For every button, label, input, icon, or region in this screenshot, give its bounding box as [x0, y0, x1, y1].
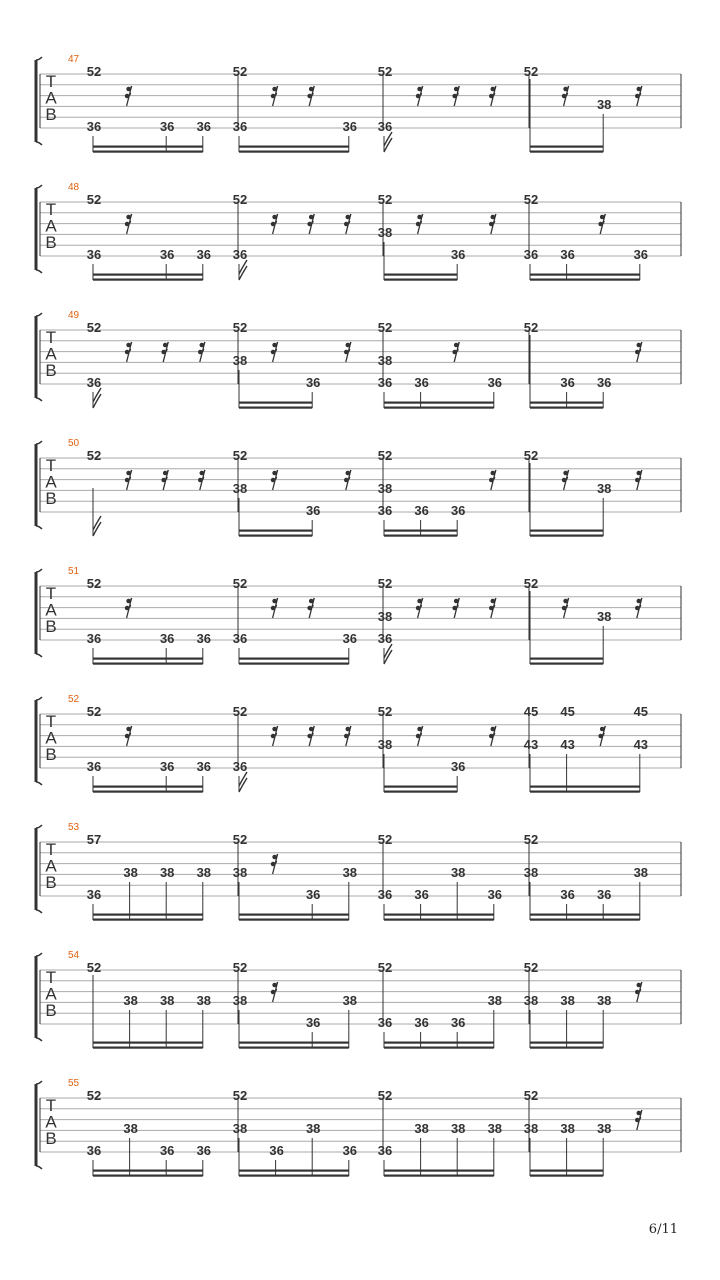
tab-clef-letter: B [45, 361, 57, 380]
fret-number: 36 [560, 887, 575, 902]
fret-number: 52 [523, 64, 539, 79]
tab-clef-letter: B [45, 617, 57, 636]
measure-number: 55 [68, 1078, 80, 1089]
beam [239, 402, 312, 404]
tab-clef-letter: A [45, 216, 57, 236]
beam [530, 1170, 603, 1172]
beam [530, 535, 603, 537]
bracket-top-hook [36, 57, 42, 60]
beam [530, 919, 640, 921]
bracket-bottom-hook [36, 782, 42, 785]
fret-number: 36 [196, 247, 212, 262]
tab-clef-letter: B [45, 233, 57, 252]
beam [384, 1175, 494, 1177]
beam [384, 530, 457, 532]
bracket-bottom-hook [36, 526, 42, 529]
tab-clef-letter: T [45, 712, 57, 731]
fret-number: 38 [377, 737, 393, 752]
bracket-bottom-hook [36, 1166, 42, 1169]
fret-number: 52 [377, 704, 393, 719]
fret-number: 52 [377, 960, 393, 975]
fret-number: 52 [523, 192, 539, 207]
beam [239, 530, 312, 532]
fret-number: 52 [523, 1088, 539, 1103]
fret-number: 36 [377, 375, 393, 390]
measure-number: 47 [68, 54, 80, 65]
fret-number: 36 [86, 631, 102, 646]
fret-number: 52 [523, 576, 539, 591]
fret-number: 36 [596, 375, 612, 390]
fret-number: 38 [377, 225, 393, 240]
beam [384, 407, 494, 409]
bracket-top-hook [36, 697, 42, 700]
fret-number: 52 [232, 1088, 248, 1103]
fret-number: 36 [560, 375, 575, 390]
fret-number: 36 [377, 631, 393, 646]
fret-number: 52 [86, 1088, 102, 1103]
fret-number: 38 [450, 1121, 466, 1136]
measure-number: 48 [68, 182, 80, 193]
fret-number: 38 [560, 993, 575, 1008]
beam [239, 663, 349, 665]
beam [93, 1042, 203, 1044]
fret-number: 36 [86, 1143, 102, 1158]
fret-number: 36 [633, 247, 649, 262]
fret-number: 38 [232, 1121, 248, 1136]
fret-number: 36 [86, 887, 102, 902]
fret-number: 36 [342, 631, 358, 646]
beam [93, 1170, 203, 1172]
beam [530, 1042, 603, 1044]
fret-number: 36 [414, 503, 429, 518]
staff-system-47 [36, 54, 681, 153]
fret-number: 36 [159, 1143, 175, 1158]
fret-number: 36 [159, 119, 175, 134]
beam [93, 658, 203, 660]
staff-system-55 [36, 1078, 681, 1177]
fret-number: 52 [232, 704, 248, 719]
beam [384, 279, 457, 281]
staff-system-50 [36, 438, 681, 537]
staff-system-52 [36, 694, 681, 793]
tab-clef-letter: A [45, 88, 57, 108]
beam [239, 151, 349, 153]
fret-number: 36 [196, 631, 212, 646]
fret-number: 38 [523, 865, 539, 880]
fret-number: 38 [560, 1121, 575, 1136]
staff-system-51 [36, 566, 681, 665]
fret-number: 36 [86, 119, 102, 134]
fret-number: 36 [450, 503, 466, 518]
beam [93, 786, 203, 788]
fret-number: 38 [487, 993, 503, 1008]
tab-clef-letter: T [45, 968, 57, 987]
tab-clef-letter: B [45, 1129, 57, 1148]
tab-clef-letter: T [45, 456, 57, 475]
tab-clef-letter: A [45, 600, 57, 620]
fret-number: 38 [342, 865, 358, 880]
fret-number: 38 [232, 865, 248, 880]
fret-number: 36 [86, 375, 102, 390]
fret-number: 52 [523, 832, 539, 847]
beam [530, 1047, 603, 1049]
fret-number: 38 [159, 865, 175, 880]
tab-clef-letter: A [45, 472, 57, 492]
tab-clef-letter: B [45, 745, 57, 764]
fret-number: 36 [269, 1143, 284, 1158]
beam [239, 1175, 349, 1177]
fret-number: 52 [377, 320, 393, 335]
tab-clef-letter: B [45, 1001, 57, 1020]
fret-number: 38 [414, 1121, 429, 1136]
fret-number: 52 [523, 320, 539, 335]
fret-number: 52 [523, 960, 539, 975]
tab-clef-letter: B [45, 873, 57, 892]
fret-number: 52 [523, 448, 539, 463]
staff-system-54 [36, 950, 681, 1049]
fret-number: 38 [523, 1121, 539, 1136]
fret-number: 36 [596, 887, 612, 902]
beam [384, 919, 494, 921]
fret-number: 36 [450, 247, 466, 262]
beam [384, 1170, 494, 1172]
fret-number: 43 [523, 737, 539, 752]
fret-number: 36 [377, 887, 393, 902]
tab-clef-letter: A [45, 344, 57, 364]
fret-number: 38 [123, 993, 138, 1008]
beam [384, 791, 457, 793]
fret-number: 38 [377, 609, 393, 624]
fret-number: 36 [232, 631, 248, 646]
tab-clef-letter: T [45, 72, 57, 91]
fret-number: 38 [596, 609, 612, 624]
beam [530, 530, 603, 532]
fret-number: 36 [232, 247, 248, 262]
measure-number: 50 [68, 438, 80, 449]
fret-number: 36 [450, 759, 466, 774]
beam [530, 1175, 603, 1177]
fret-number: 38 [596, 97, 612, 112]
fret-number: 45 [560, 704, 575, 719]
beam [93, 791, 203, 793]
fret-number: 36 [487, 887, 503, 902]
beam [239, 1042, 349, 1044]
fret-number: 36 [414, 1015, 429, 1030]
page-number: 6/11 [648, 1222, 678, 1237]
fret-number: 36 [414, 375, 429, 390]
beam [530, 407, 603, 409]
fret-number: 38 [523, 993, 539, 1008]
fret-number: 36 [414, 887, 429, 902]
beam [530, 786, 640, 788]
beam [239, 535, 312, 537]
fret-number: 52 [86, 64, 102, 79]
fret-number: 45 [523, 704, 539, 719]
measure-number: 51 [68, 566, 80, 577]
bracket-top-hook [36, 441, 42, 444]
fret-number: 36 [305, 887, 321, 902]
fret-number: 36 [305, 503, 321, 518]
beam [530, 663, 603, 665]
beam [93, 919, 203, 921]
fret-number: 45 [633, 704, 649, 719]
fret-number: 38 [123, 1121, 138, 1136]
staff-system-53 [36, 822, 681, 921]
beam [93, 146, 203, 148]
fret-number: 38 [596, 481, 612, 496]
tab-clef-letter: A [45, 728, 57, 748]
fret-number: 38 [596, 993, 612, 1008]
fret-number: 36 [196, 119, 212, 134]
bracket-bottom-hook [36, 910, 42, 913]
beam [93, 1175, 203, 1177]
beam [384, 274, 457, 276]
bracket-top-hook [36, 953, 42, 956]
fret-number: 52 [232, 960, 248, 975]
tab-clef-letter: T [45, 584, 57, 603]
fret-number: 38 [123, 865, 138, 880]
bracket-bottom-hook [36, 1038, 42, 1041]
tab-clef-letter: T [45, 328, 57, 347]
beam [530, 791, 640, 793]
fret-number: 36 [196, 1143, 212, 1158]
fret-number: 36 [523, 247, 539, 262]
fret-number: 36 [377, 119, 393, 134]
fret-number: 36 [232, 759, 248, 774]
beam [530, 146, 603, 148]
tab-clef-letter: T [45, 1096, 57, 1115]
fret-number: 52 [86, 192, 102, 207]
staff-system-49 [36, 310, 681, 409]
fret-number: 52 [377, 1088, 393, 1103]
fret-number: 52 [377, 64, 393, 79]
fret-number: 52 [377, 448, 393, 463]
bracket-bottom-hook [36, 398, 42, 401]
beam [239, 914, 349, 916]
fret-number: 38 [342, 993, 358, 1008]
staff-system-48 [36, 182, 681, 281]
fret-number: 38 [596, 1121, 612, 1136]
tab-clef-letter: T [45, 200, 57, 219]
fret-number: 52 [377, 576, 393, 591]
beam [93, 1047, 203, 1049]
beam [239, 1170, 349, 1172]
beam [530, 658, 603, 660]
fret-number: 57 [86, 832, 102, 847]
fret-number: 52 [86, 320, 102, 335]
fret-number: 36 [377, 503, 393, 518]
beam [384, 402, 494, 404]
beam [384, 535, 457, 537]
fret-number: 52 [232, 192, 248, 207]
fret-number: 52 [232, 64, 248, 79]
tab-clef-letter: B [45, 489, 57, 508]
bracket-bottom-hook [36, 142, 42, 145]
fret-number: 36 [159, 759, 175, 774]
bracket-bottom-hook [36, 654, 42, 657]
measure-number: 52 [68, 694, 80, 705]
beam [93, 151, 203, 153]
tab-clef-letter: A [45, 1112, 57, 1132]
fret-number: 36 [232, 119, 248, 134]
tab-clef-letter: A [45, 856, 57, 876]
fret-number: 38 [196, 865, 212, 880]
fret-number: 52 [232, 320, 248, 335]
beam [239, 919, 349, 921]
tab-clef-letter: A [45, 984, 57, 1004]
fret-number: 36 [377, 1143, 393, 1158]
measure-number: 49 [68, 310, 80, 321]
beam [384, 1042, 494, 1044]
fret-number: 38 [377, 353, 393, 368]
fret-number: 36 [159, 247, 175, 262]
fret-number: 38 [633, 865, 649, 880]
measure-number: 53 [68, 822, 80, 833]
tab-clef-letter: T [45, 840, 57, 859]
bracket-top-hook [36, 313, 42, 316]
fret-number: 36 [305, 375, 321, 390]
fret-number: 43 [560, 737, 575, 752]
fret-number: 43 [633, 737, 649, 752]
beam [93, 279, 203, 281]
measure-number: 54 [68, 950, 80, 961]
fret-number: 36 [377, 1015, 393, 1030]
fret-number: 36 [342, 119, 358, 134]
bracket-top-hook [36, 185, 42, 188]
beam [530, 402, 603, 404]
beam [530, 274, 640, 276]
fret-number: 36 [159, 631, 175, 646]
beam [93, 914, 203, 916]
fret-number: 52 [232, 448, 248, 463]
fret-number: 38 [305, 1121, 321, 1136]
fret-number: 52 [86, 576, 102, 591]
fret-number: 36 [305, 1015, 321, 1030]
fret-number: 36 [86, 759, 102, 774]
fret-number: 38 [232, 481, 248, 496]
beam [530, 914, 640, 916]
fret-number: 38 [196, 993, 212, 1008]
beam [384, 914, 494, 916]
beam [93, 274, 203, 276]
fret-number: 38 [487, 1121, 503, 1136]
fret-number: 36 [450, 1015, 466, 1030]
beam [384, 786, 457, 788]
bracket-top-hook [36, 825, 42, 828]
fret-number: 52 [86, 960, 102, 975]
fret-number: 36 [560, 247, 575, 262]
beam [239, 1047, 349, 1049]
beam [239, 407, 312, 409]
bracket-top-hook [36, 1081, 42, 1084]
beam [239, 146, 349, 148]
fret-number: 52 [377, 192, 393, 207]
fret-number: 38 [232, 353, 248, 368]
fret-number: 36 [196, 759, 212, 774]
fret-number: 36 [342, 1143, 358, 1158]
fret-number: 52 [86, 448, 102, 463]
beam [239, 658, 349, 660]
beam [530, 279, 640, 281]
fret-number: 38 [159, 993, 175, 1008]
beam [530, 151, 603, 153]
fret-number: 38 [377, 481, 393, 496]
beam [384, 1047, 494, 1049]
fret-number: 52 [232, 832, 248, 847]
fret-number: 52 [377, 832, 393, 847]
fret-number: 36 [86, 247, 102, 262]
fret-number: 52 [86, 704, 102, 719]
fret-number: 38 [450, 865, 466, 880]
tab-clef-letter: B [45, 105, 57, 124]
fret-number: 36 [487, 375, 503, 390]
fret-number: 52 [232, 576, 248, 591]
fret-number: 38 [232, 993, 248, 1008]
bracket-top-hook [36, 569, 42, 572]
beam [93, 663, 203, 665]
bracket-bottom-hook [36, 270, 42, 273]
